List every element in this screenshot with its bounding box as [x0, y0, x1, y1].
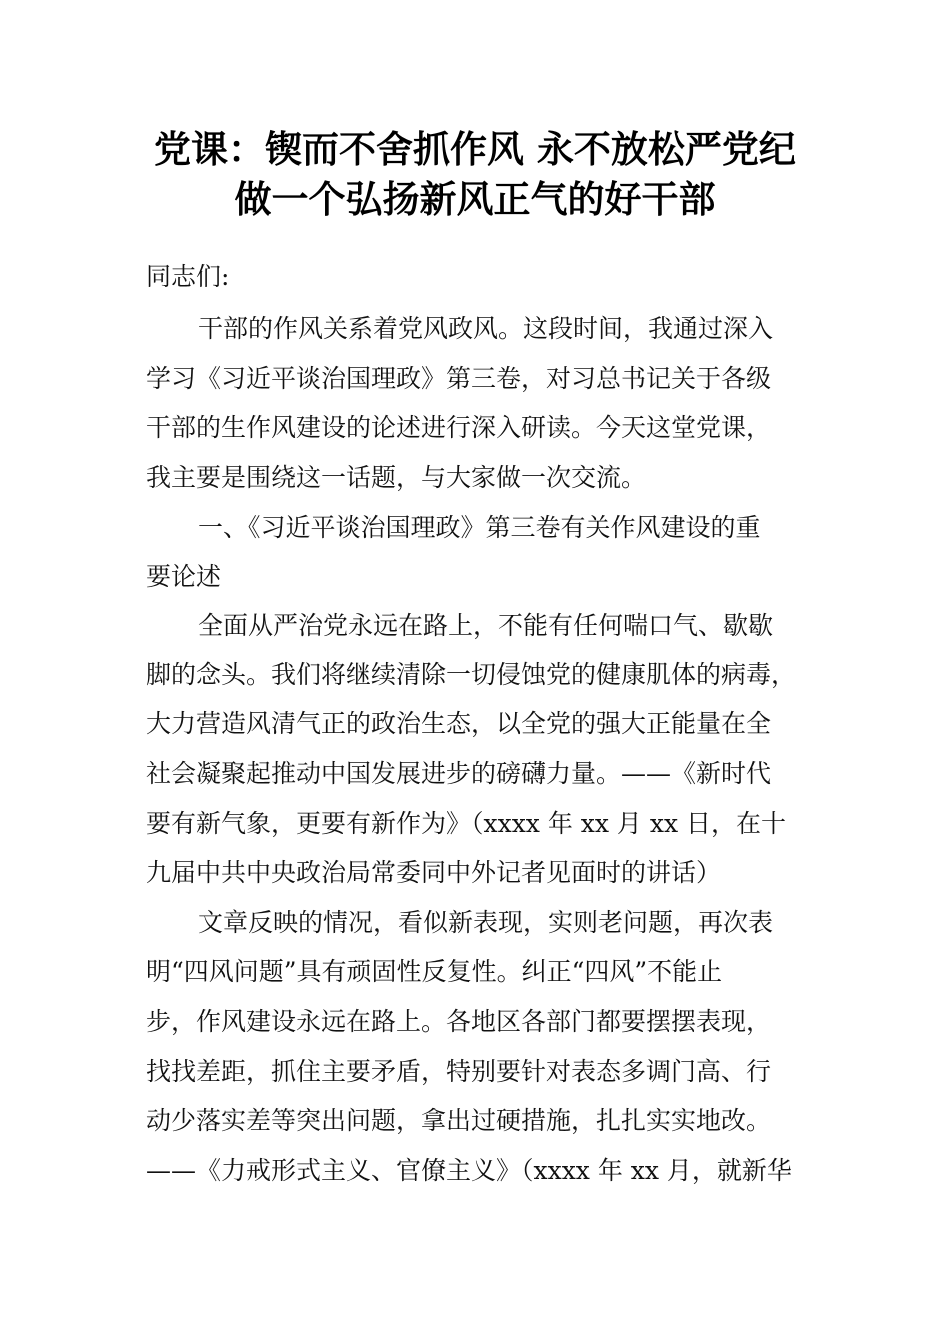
section-heading-line: 要论述	[146, 562, 222, 591]
title-line-1: 党课：锲而不舍抓作风 永不放松严党纪	[154, 127, 796, 171]
paragraph-line: 干部的作风关系着党风政风。这段时间，我通过深入	[198, 314, 774, 343]
paragraph-line: 九届中共中央政治局常委同中外记者见面时的讲话）	[146, 858, 722, 887]
paragraph-line: 全面从严治党永远在路上，不能有任何喘口气、歇歇	[198, 611, 774, 640]
paragraph-line: 文章反映的情况，看似新表现，实则老问题，再次表	[198, 908, 774, 937]
section-heading-line: 一、《习近平谈治国理政》第三卷有关作风建设的重	[198, 513, 761, 542]
paragraph-line: ——《力戒形式主义、官僚主义》（xxxx 年 xx 月，就新华	[146, 1156, 792, 1185]
paragraph-line: 学习《习近平谈治国理政》第三卷，对习总书记关于各级	[146, 364, 772, 393]
title-line-2: 做一个弘扬新风正气的好干部	[234, 177, 716, 221]
paragraph-line: 步，作风建设永远在路上。各地区各部门都要摆摆表现，	[146, 1007, 772, 1036]
paragraph-line: 社会凝聚起推动中国发展进步的磅礴力量。——《新时代	[146, 759, 772, 788]
salutation: 同志们:	[146, 262, 230, 291]
paragraph-line: 明“四风问题”具有顽固性反复性。纠正“四风”不能止	[146, 957, 723, 986]
paragraph-line: 干部的生作风建设的论述进行深入研读。今天这堂党课，	[146, 413, 772, 442]
paragraph-line: 找找差距，抓住主要矛盾，特别要针对表态多调门高、行	[146, 1057, 772, 1086]
paragraph-line: 大力营造风清气正的政治生态，以全党的强大正能量在全	[146, 709, 772, 738]
paragraph-line: 脚的念头。我们将继续清除一切侵蚀党的健康肌体的病毒，	[146, 660, 797, 689]
paragraph-line: 我主要是围绕这一话题，与大家做一次交流。	[146, 463, 647, 492]
paragraph-line: 要有新气象，更要有新作为》（xxxx 年 xx 月 xx 日，在十	[146, 809, 787, 838]
paragraph-line: 动少落实差等突出问题，拿出过硬措施，扎扎实实地改。	[146, 1106, 772, 1135]
